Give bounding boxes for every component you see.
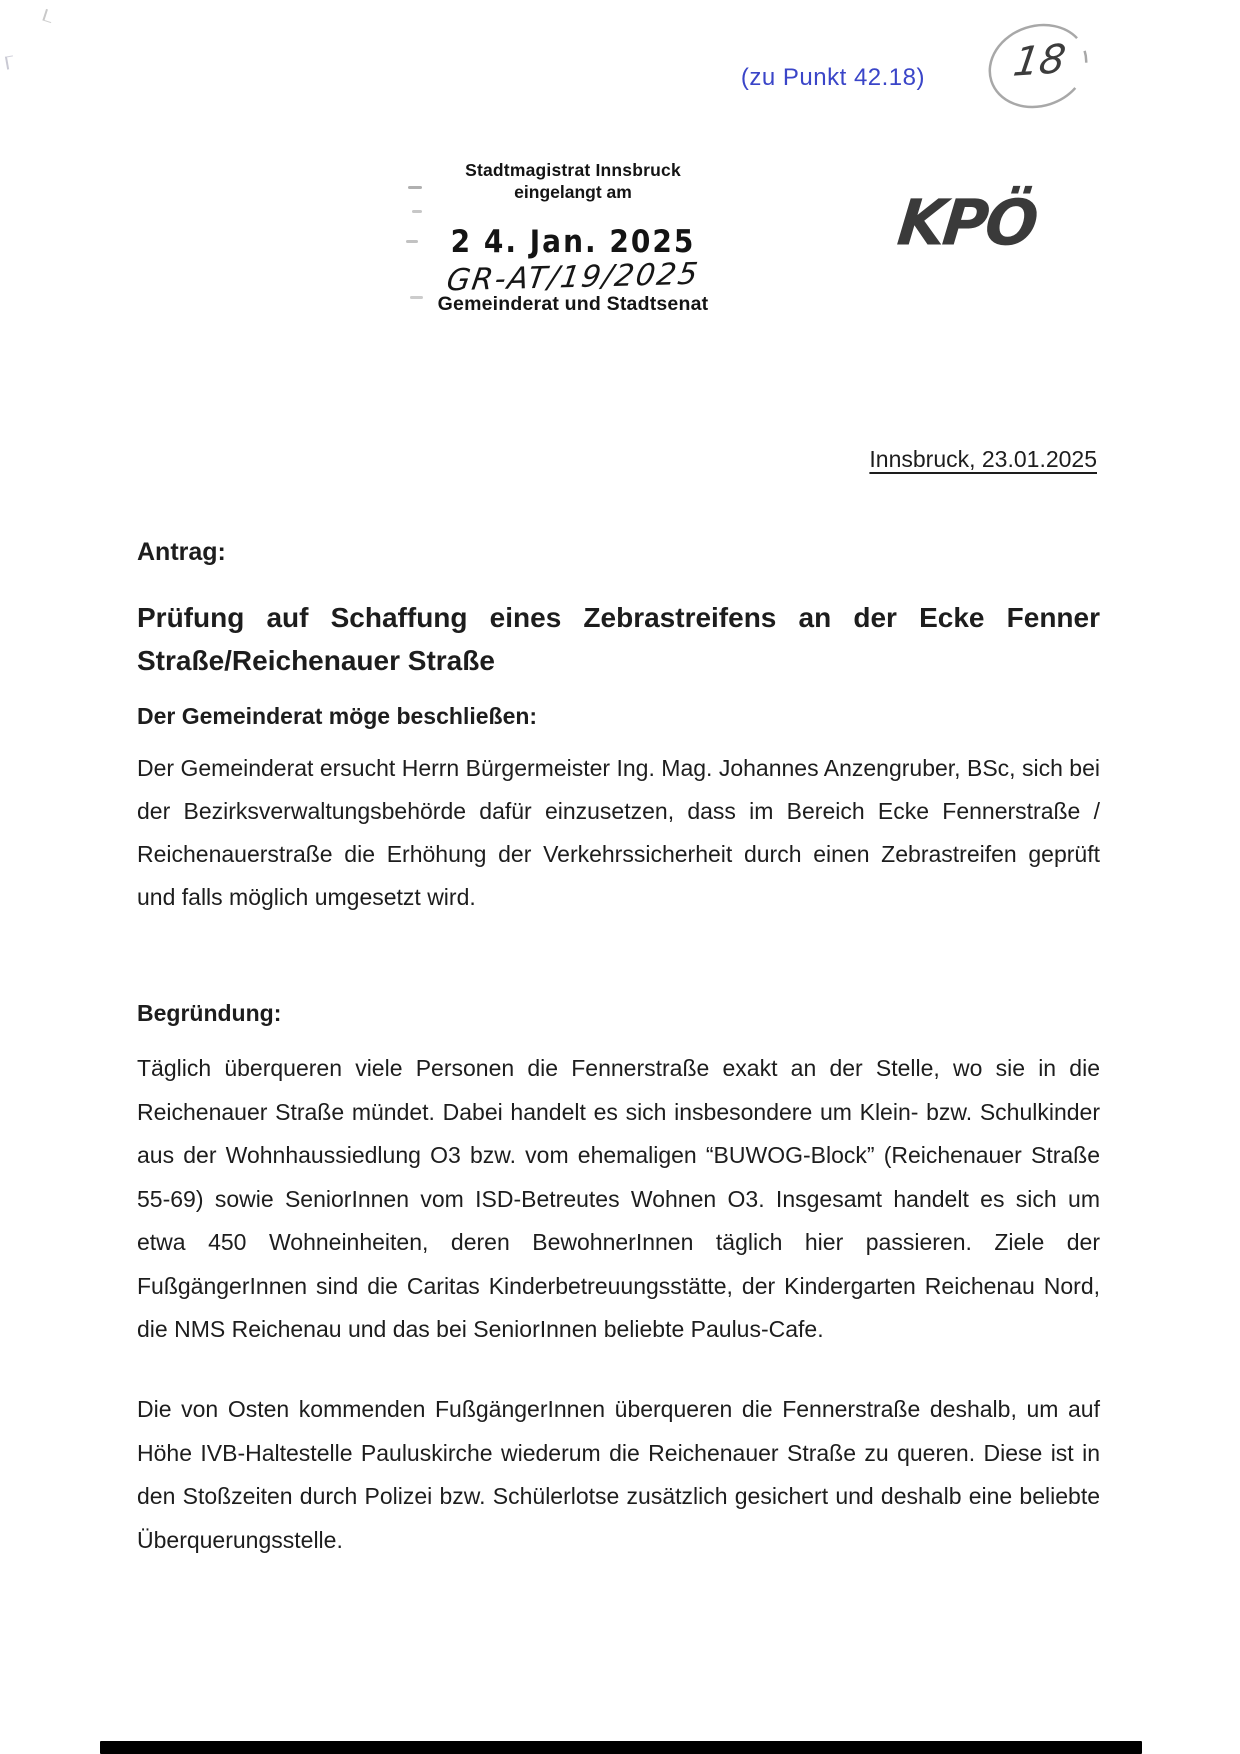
scan-edge-bar <box>100 1741 1142 1754</box>
stamp-department: Gemeinderat und Stadtsenat <box>437 293 709 315</box>
intake-stamp <box>418 160 728 316</box>
stamp-received-label: eingelangt am <box>514 182 632 202</box>
justification-paragraph-2: Die von Osten kommenden FußgängerInnen überqueren die Fennerstraße deshalb, um auf Höhe IVB-Haltestelle Pauluskirche wiederum die Reichenauer Straße zu queren. Diese ist in den Stoßzeiten durch Polizei bzw. Schülerlotse zusätzlich gesichert und deshalb eine beliebte Überquerungsstelle. <box>137 1396 1100 1553</box>
motion-label: Antrag: <box>137 538 226 566</box>
justification-heading: Begründung: <box>137 1000 282 1026</box>
stamp-authority: Stadtmagistrat Innsbruck <box>465 160 681 180</box>
kpoe-logo: KPÖ <box>894 185 1040 260</box>
scan-artifact-mark <box>42 9 54 23</box>
page-number-text: 18 <box>1010 36 1069 86</box>
dateline: Innsbruck, 23.01.2025 <box>869 446 1097 472</box>
scan-artifact-dash <box>406 240 418 243</box>
motion-title: Prüfung auf Schaffung eines Zebrastreifens an der Ecke Fenner Straße/Reichenauer Straße <box>137 602 1100 676</box>
stamp-date: 2 4. Jan. 2025 <box>450 223 696 260</box>
handwritten-page-number <box>982 18 1094 114</box>
justification-paragraph-1: Täglich überqueren viele Personen die Fennerstraße exakt an der Stelle, wo sie in die Reichenauer Straße mündet. Dabei handelt es sich insbesondere um Klein- bzw. Schulkinder aus der Wohnhaussiedlung O3 bzw. vom ehemaligen “BUWOG-Block” (Reichenauer Straße 55-69) sowie SeniorInnen vom ISD-Betreutes Wohnen O3. Insgesamt handelt es sich um etwa 450 Wohneinheiten, deren BewohnerInnen täglich hier passieren. Ziele der FußgängerInnen sind die Caritas Kinderbetreuungsstätte, der Kindergarten Reichenau Nord, die NMS Reichenau und das bei SeniorInnen beliebte Paulus-Cafe. <box>137 1055 1100 1342</box>
handwritten-reference-number: GR-AT/19/2025 <box>444 256 702 299</box>
agenda-point-note: (zu Punkt 42.18) <box>740 64 925 91</box>
scan-artifact-mark <box>5 55 15 69</box>
resolution-heading: Der Gemeinderat möge beschließen: <box>137 703 538 729</box>
resolution-body: Der Gemeinderat ersucht Herrn Bürgermeister Ing. Mag. Johannes Anzengruber, BSc, sich bei der Bezirksverwaltungsbehörde dafür einzusetzen, dass im Bereich Ecke Fennerstraße / Reichenauerstraße die Erhöhung der Verkehrssicherheit durch einen Zebrastreifen geprüft und falls möglich umgesetzt wird. <box>137 755 1100 910</box>
